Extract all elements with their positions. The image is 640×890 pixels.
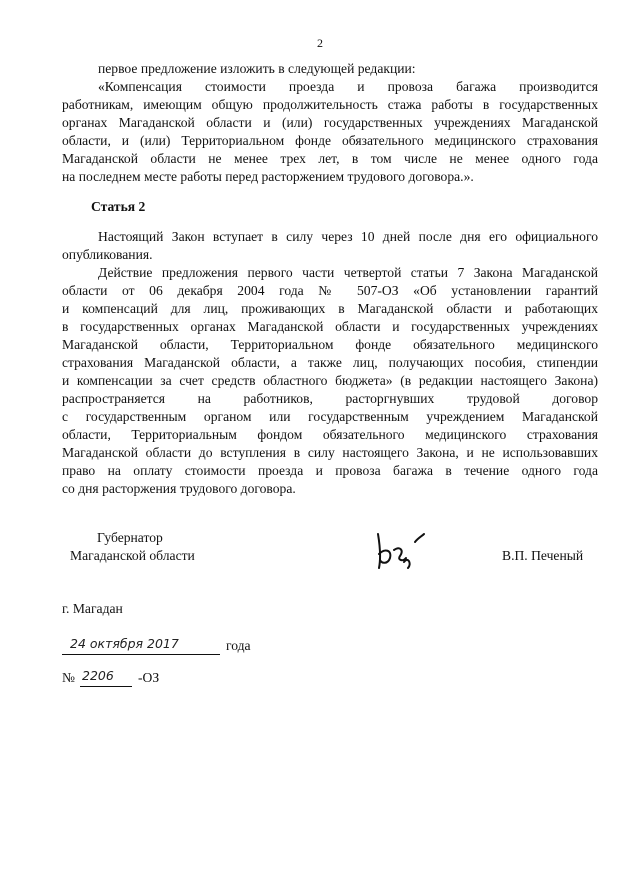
city-label: г. Магадан: [62, 601, 123, 616]
date-field: [62, 636, 220, 655]
text-line: распространяется на работников, расторгнувших трудовой договор: [62, 391, 598, 406]
handwritten-date: 24 октября 2017: [70, 636, 179, 651]
text-line: области, Территориальным фондом обязательного медицинского страхования: [62, 427, 598, 442]
governor-name: В.П. Печеный: [502, 548, 584, 563]
text-line: и компенсации за счет средств областного бюджета» (в редакции настоящего Закона): [62, 373, 598, 388]
text-line: области от 06 декабря 2004 года № 507-ОЗ «Об установлении гарантий: [62, 283, 598, 298]
article-paragraph-1: [62, 228, 598, 264]
text-line: Магаданской области до вступления в силу настоящего Закона, и не использовавших: [62, 445, 598, 460]
text-line: Действие предложения первого части четвертой статьи 7 Закона Магаданской: [98, 265, 598, 280]
number-prefix: №: [62, 670, 75, 685]
text-line: Магаданской области, Территориальном фонде обязательного медицинского: [62, 337, 598, 352]
text-line: право на оплату стоимости проезда и провоза багажа в течение одного года: [62, 463, 598, 478]
text-line: органах Магаданской области и (или) государственных учреждениях Магаданской: [62, 115, 598, 130]
text-line: Магаданской области не менее трех лет, в том числе не менее одного года: [62, 151, 598, 166]
page-number: 2: [317, 36, 323, 50]
number-field: [80, 668, 132, 687]
text-line: Настоящий Закон вступает в силу через 10 дней после дня его официального: [98, 229, 598, 244]
text-line: области, и (или) Территориальном фонде обязательного медицинского страхования: [62, 133, 598, 148]
text-line: в государственных органах Магаданской области и государственных учреждениях: [62, 319, 598, 334]
text-line: работникам, имеющим общую продолжительность стажа работы в государственных: [62, 97, 598, 112]
article-paragraph-2: [62, 264, 598, 498]
number-suffix: -ОЗ: [138, 670, 160, 685]
date-suffix: года: [226, 638, 251, 653]
text-line: со дня расторжения трудового договора.: [62, 481, 296, 496]
article-heading: Статья 2: [91, 199, 146, 214]
region-title: Магаданской области: [70, 548, 195, 563]
intro-paragraph: [62, 60, 598, 186]
text-line: и компенсаций для лиц, проживающих в Магаданской области и работающих: [62, 301, 598, 316]
text-line: опубликования.: [62, 247, 153, 262]
governor-title: Губернатор: [97, 530, 163, 545]
text-line: страхования Магаданской области, а также лиц, получающих пособия, стипендии: [62, 355, 598, 370]
text-line: «Компенсация стоимости проезда и провоза багажа производится: [98, 79, 598, 94]
text-line: с государственным органом или государственным учреждением Магаданской: [62, 409, 598, 424]
text-line: первое предложение изложить в следующей редакции:: [98, 61, 416, 76]
handwritten-number: 2206: [82, 668, 114, 683]
signature-image: [370, 520, 450, 572]
text-line: на последнем месте работы перед расторжением трудового договора.».: [62, 169, 474, 184]
